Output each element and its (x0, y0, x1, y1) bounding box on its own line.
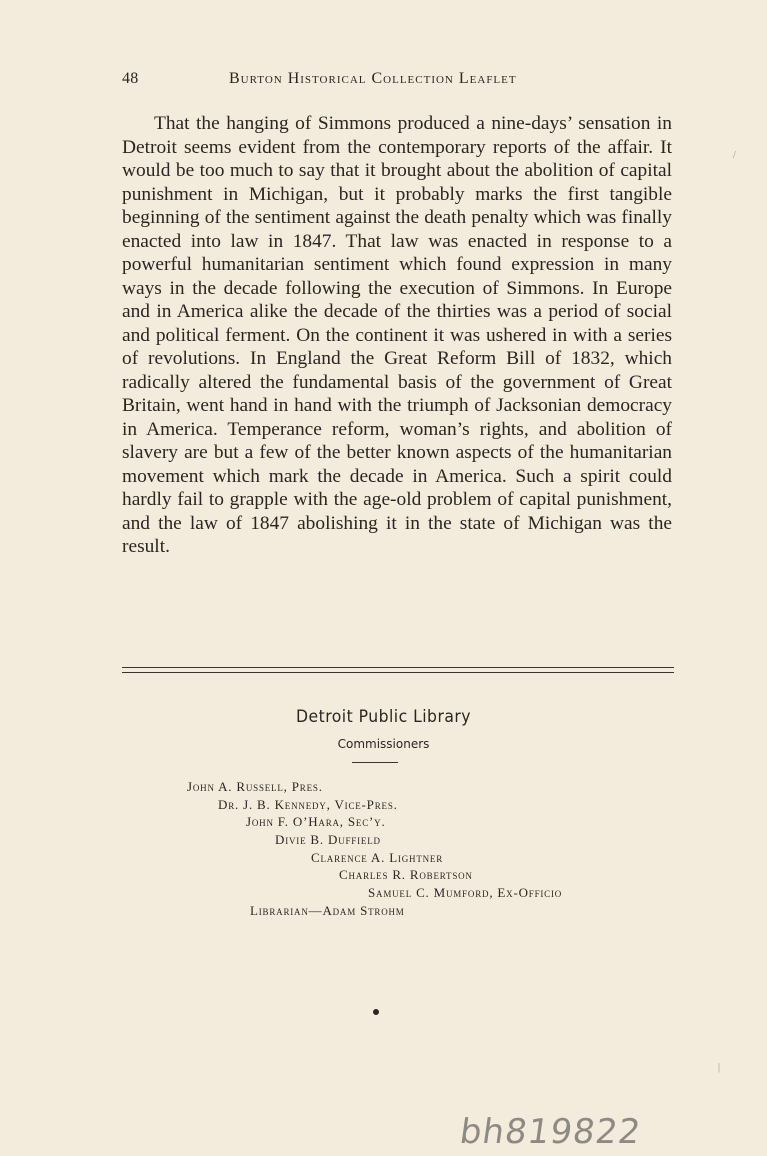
member-mumford: Samuel C. Mumford, Ex-Officio (368, 885, 563, 900)
handwritten-catalog-number: bh819822 (457, 1112, 644, 1152)
member-robertson: Charles R. Robertson (339, 867, 473, 882)
board-title: Detroit Public Library (296, 707, 471, 727)
page-number: 48 (122, 70, 139, 87)
librarian-line: Librarian—Adam Strohm (250, 903, 405, 918)
section-divider-bottom (122, 672, 674, 673)
body-paragraph: That the hanging of Simmons produced a nine-days’ sensation in Detroit seems evident from the contemporary reports of the affair. It would be too much to say that it brought about the abolition of capital punishment in Michigan, but it probably marks the first tangible beginning of the sentiment against the death penalty which was finally enacted into law in 1847. That law was enacted in response to a powerful humanitarian sentiment which found expression in many ways in the decade following the execution of Simmons. In Europe and in America alike the decade of the thirties was a period of social and political ferment. On the continent it was ushered in with a series of revolutions. In England the Great Reform Bill of 1832, which radically altered the fundamental basis of the government of Great Britain, went hand in hand with the triumph of Jacksonian democracy in America. Temperance reform, woman’s rights, and abolition of slavery are but a few of the better known aspects of the humanitarian movement which mark the decade in America. Such a spirit could hardly fail to grapple with the age-old problem of capital punishment, and the law of 1847 abolishing it in the state of Michigan was the result. (122, 113, 672, 557)
paper-speck: | (718, 1062, 721, 1073)
member-lightner: Clarence A. Lightner (311, 850, 444, 865)
member-duffield: Divie B. Duffield (275, 832, 381, 847)
running-title: Burton Historical Collection Leaflet (229, 70, 517, 87)
member-vice-president: Dr. J. B. Kennedy, Vice-Pres. (218, 797, 398, 812)
section-divider-top (122, 667, 674, 668)
paper-speck: / (733, 150, 736, 161)
board-subtitle: Commissioners (337, 737, 430, 751)
member-president: John A. Russell, Pres. (187, 779, 323, 794)
member-secretary: John F. O’Hara, Sec’y. (246, 814, 386, 829)
printer-dot (373, 1009, 379, 1015)
short-divider (352, 762, 398, 763)
